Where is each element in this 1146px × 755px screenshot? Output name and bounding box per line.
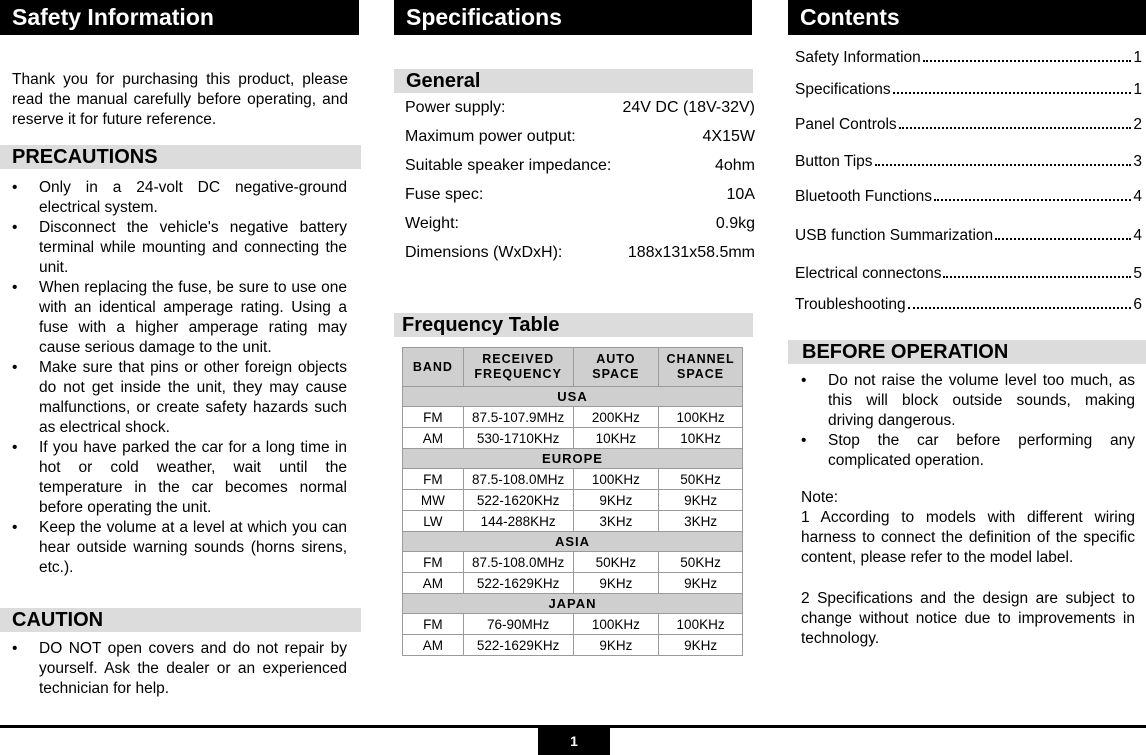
caution-list — [12, 639, 347, 699]
caution-title: CAUTION — [0, 608, 361, 632]
spec-row-impedance: Suitable speaker impedance: 4ohm — [405, 157, 755, 174]
list-item: • If you have parked the car for a long time in hot or cold weather, wait until the temperature in the car becomes normal before operating the unit. — [12, 439, 347, 516]
table-row: LW 144-288KHz 3KHz 3KHz — [403, 511, 743, 532]
toc-item-safety[interactable]: Safety Information 1 — [795, 49, 1142, 66]
list-item: • Disconnect the vehicle's negative battery terminal while mounting and connecting the unit. — [12, 219, 347, 276]
toc-item-specifications[interactable]: Specifications 1 — [795, 81, 1142, 98]
col-channel-space: CHANNEL SPACE — [659, 348, 743, 387]
precautions-list — [12, 178, 347, 578]
list-item: • Make sure that pins or other foreign objects do not get inside the unit, they may cause malfunctions, or create safety hazards such as electrical shock. — [12, 359, 347, 436]
toc-item-panel-controls[interactable]: Panel Controls 2 — [795, 116, 1142, 133]
general-title: General — [394, 69, 753, 93]
toc-item-troubleshooting[interactable]: Troubleshooting 6 — [795, 296, 1142, 313]
safety-intro: Thank you for purchasing this product, please read the manual carefully before operating, and reserve it for future reference. — [12, 71, 348, 128]
list-item: • Do not raise the volume level too much, as this will block outside sounds, making driving dangerous. — [801, 372, 1135, 429]
list-item: • Stop the car before performing any complicated operation. — [801, 432, 1135, 469]
table-row: AM 522-1629KHz 9KHz 9KHz — [403, 635, 743, 656]
toc-item-bluetooth[interactable]: Bluetooth Functions 4 — [795, 188, 1142, 205]
region-europe: EUROPE — [403, 449, 743, 469]
note-1: 1 According to models with different wiring harness to connect the definition of the specific content, please refer to the model label. — [801, 509, 1135, 566]
table-row: FM 87.5-108.0MHz 50KHz 50KHz — [403, 552, 743, 573]
specifications-header: Specifications — [394, 0, 752, 35]
region-usa: USA — [403, 387, 743, 407]
frequency-table — [402, 347, 743, 656]
toc-item-usb[interactable]: USB function Summarization 4 — [795, 227, 1142, 244]
toc-item-electrical[interactable]: Electrical connectons 5 — [795, 265, 1142, 282]
col-received-frequency: RECEIVED FREQUENCY — [463, 348, 573, 387]
toc-item-button-tips[interactable]: Button Tips 3 — [795, 153, 1142, 170]
col-band: BAND — [403, 348, 464, 387]
table-row: FM 87.5-107.9MHz 200KHz 100KHz — [403, 407, 743, 428]
table-row: AM 522-1629KHz 9KHz 9KHz — [403, 573, 743, 594]
list-item: • When replacing the fuse, be sure to use one with an identical amperage rating. Using a fuse with a higher amperage rating may cause serious damage to the unit. — [12, 279, 347, 356]
spec-row-fuse: Fuse spec: 10A — [405, 186, 755, 203]
table-header-row — [403, 348, 743, 387]
table-row: FM 76-90MHz 100KHz 100KHz — [403, 614, 743, 635]
table-row: FM 87.5-108.0MHz 100KHz 50KHz — [403, 469, 743, 490]
list-item: • Only in a 24-volt DC negative-ground electrical system. — [12, 179, 347, 216]
spec-row-power: Power supply: 24V DC (18V-32V) — [405, 99, 755, 116]
note-2: 2 Specifications and the design are subject to change without notice due to improvements in technology. — [801, 590, 1135, 647]
spec-row-dimensions: Dimensions (WxDxH): 188x131x58.5mm — [405, 244, 755, 261]
frequency-table-title: Frequency Table — [394, 313, 753, 337]
region-japan: JAPAN — [403, 594, 743, 614]
list-item: • DO NOT open covers and do not repair by yourself. Ask the dealer or an experienced technician for help. — [12, 640, 347, 697]
before-operation-title: BEFORE OPERATION — [788, 340, 1146, 364]
table-row: AM 530-1710KHz 10KHz 10KHz — [403, 428, 743, 449]
page-number: 1 — [538, 727, 610, 755]
list-item: • Keep the volume at a level at which you can hear outside warning sounds (horns sirens, etc.). — [12, 519, 347, 576]
contents-header: Contents — [788, 0, 1146, 35]
col-auto-space: AUTO SPACE — [573, 348, 659, 387]
spec-row-weight: Weight: 0.9kg — [405, 215, 755, 232]
before-operation-list — [801, 371, 1135, 471]
note-label: Note: — [801, 489, 839, 506]
precautions-title: PRECAUTIONS — [0, 145, 361, 169]
safety-header: Safety Information — [0, 0, 359, 35]
spec-row-output: Maximum power output: 4X15W — [405, 128, 755, 145]
region-asia: ASIA — [403, 532, 743, 552]
table-row: MW 522-1620KHz 9KHz 9KHz — [403, 490, 743, 511]
